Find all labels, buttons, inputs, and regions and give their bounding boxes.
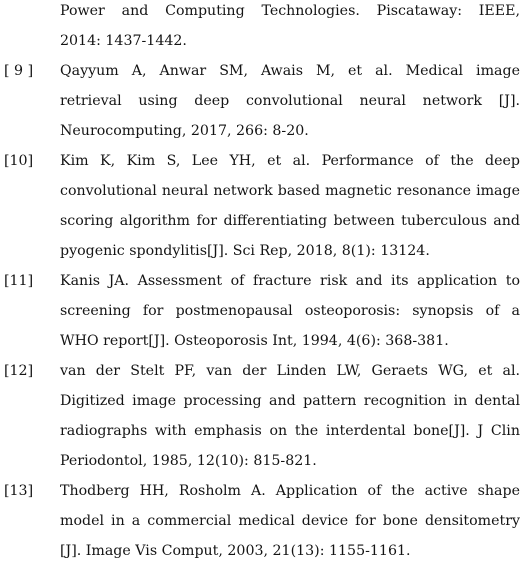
reference-number: [13] [4,483,34,499]
reference-line: model in a commercial medical device for bone densitometry [60,513,520,529]
reference-number: [10] [4,153,34,169]
reference-line: screening for postmenopausal osteoporosis: synopsis of a [60,303,520,319]
reference-line: van der Stelt PF, van der Linden LW, Geraets WG, et al. [60,363,520,379]
reference-number: [11] [4,273,34,289]
reference-line: Periodontol, 1985, 12(10): 815-821. [60,453,317,469]
reference-line: [J]. Image Vis Comput, 2003, 21(13): 1155-1161. [60,543,411,559]
reference-line: Neurocomputing, 2017, 266: 8-20. [60,123,309,139]
reference-line: 2014: 1437-1442. [60,33,187,49]
reference-number: [12] [4,363,34,379]
reference-line: Power and Computing Technologies. Piscataway: IEEE, [60,3,520,19]
reference-line: WHO report[J]. Osteoporosis Int, 1994, 4(6): 368-381. [60,333,449,349]
reference-line: Thodberg HH, Rosholm A. Application of the active shape [60,483,520,499]
reference-line: radiographs with emphasis on the interdental bone[J]. J Clin [60,423,520,439]
reference-number: [ 9 ] [4,63,34,79]
reference-line: Digitized image processing and pattern recognition in dental [60,393,520,409]
reference-line: convolutional neural network based magnetic resonance image [60,183,520,199]
reference-line: Kim K, Kim S, Lee YH, et al. Performance of the deep [60,153,520,169]
reference-line: scoring algorithm for differentiating between tuberculous and [60,213,520,229]
reference-line: retrieval using deep convolutional neural network [J]. [60,93,520,109]
reference-line: Qayyum A, Anwar SM, Awais M, et al. Medical image [60,63,520,79]
reference-line: pyogenic spondylitis[J]. Sci Rep, 2018, 8(1): 13124. [60,243,430,259]
reference-line: Kanis JA. Assessment of fracture risk and its application to [60,273,520,289]
